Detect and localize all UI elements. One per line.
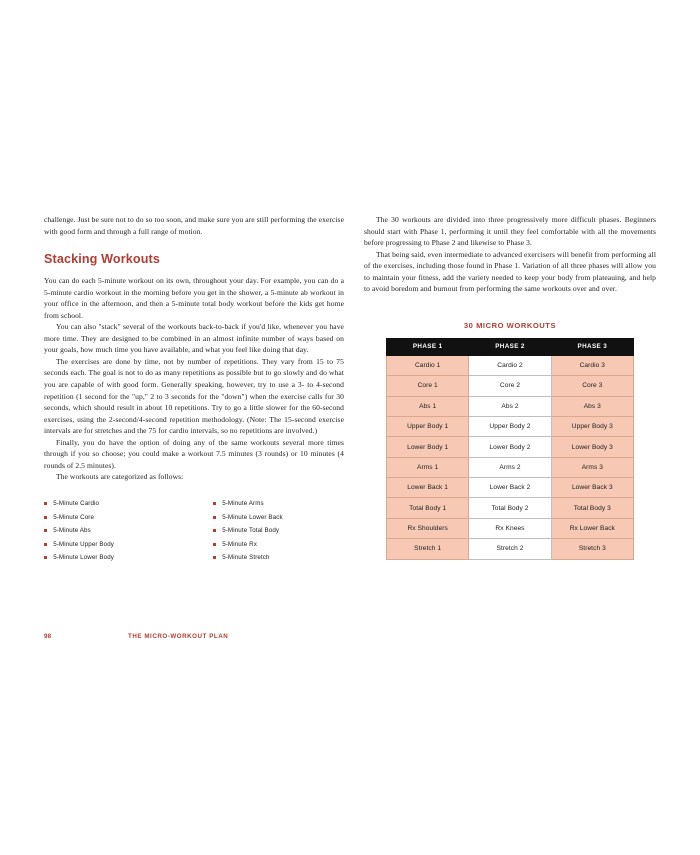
list-item-label: 5-Minute Core <box>53 513 95 521</box>
bullet-column-right <box>213 497 344 565</box>
table-cell: Cardio 3 <box>551 355 633 375</box>
table-row <box>387 498 634 518</box>
table-cell: Abs 2 <box>469 396 551 416</box>
workout-bullet-list <box>44 497 344 565</box>
list-item <box>44 551 175 565</box>
list-item-label: 5-Minute Abs <box>53 527 91 535</box>
list-item <box>44 524 175 538</box>
column-header-phase-2: PHASE 2 <box>469 338 551 355</box>
table-cell: Stretch 1 <box>387 539 469 559</box>
square-bullet-icon <box>44 516 47 519</box>
square-bullet-icon <box>213 516 216 519</box>
paragraph: The 30 workouts are divided into three progressively more difficult phases. Beginners should start with Phase 1, performing it until they feel comfortable with all the movements before progressing to Phase 2 and likewise to Phase 3. <box>364 215 656 248</box>
paragraph: Finally, you do have the option of doing any of the same workouts several more times through if you so choose; you could make a workout 7.5 minutes (3 rounds) or 10 minutes (4 rounds of 2.5 minutes). <box>44 437 344 470</box>
table-cell: Arms 1 <box>387 457 469 477</box>
square-bullet-icon <box>213 502 216 505</box>
list-item-label: 5-Minute Stretch <box>222 554 270 562</box>
paragraph-continuation: challenge. Just be sure not to do so too soon, and make sure you are still performing the exercise with good form and through a full range of motion. <box>44 215 344 236</box>
square-bullet-icon <box>44 502 47 505</box>
table-cell: Core 2 <box>469 376 551 396</box>
list-item-label: 5-Minute Lower Back <box>222 513 283 521</box>
square-bullet-icon <box>44 529 47 532</box>
table-row <box>387 539 634 559</box>
paragraph: That being said, even intermediate to advanced exercisers will benefit from performing all of the exercises, including those found in Phase 1. Variation of all three phases will allow you to maintain your fitness, add the variety needed to keep your body from plateauing, and help to avoid boredom and burnout from performing the same workouts over and over. <box>364 249 656 294</box>
table-cell: Abs 1 <box>387 396 469 416</box>
page-number: 98 <box>44 633 52 640</box>
table-row <box>387 518 634 538</box>
list-item-label: 5-Minute Rx <box>222 540 257 548</box>
paragraph-list-intro: The workouts are categorized as follows: <box>56 472 184 482</box>
table-cell: Upper Body 1 <box>387 416 469 436</box>
table-cell: Arms 2 <box>469 457 551 477</box>
bullet-column-left <box>44 497 175 565</box>
page-footer <box>44 633 344 640</box>
paragraph: You can also "stack" several of the workouts back-to-back if you'd like, whenever you have more time. They are designed to be combined in an almost infinite number of ways based on your goals, how much time you have available, and what you feel like doing that day. <box>44 322 344 355</box>
table-cell: Arms 3 <box>551 457 633 477</box>
table-cell: Cardio 2 <box>469 355 551 375</box>
table-cell: Total Body 1 <box>387 498 469 518</box>
list-item <box>213 510 344 524</box>
table-cell: Upper Body 3 <box>551 416 633 436</box>
micro-workouts-table <box>386 338 634 560</box>
table-cell: Lower Body 1 <box>387 437 469 457</box>
table-title: 30 MICRO WORKOUTS <box>463 320 557 330</box>
square-bullet-icon <box>213 556 216 559</box>
list-item-label: 5-Minute Total Body <box>222 527 280 535</box>
table-cell: Stretch 3 <box>551 539 633 559</box>
table-row <box>387 457 634 477</box>
square-bullet-icon <box>213 529 216 532</box>
table-cell: Abs 3 <box>551 396 633 416</box>
list-item <box>44 537 175 551</box>
section-heading-stacking-workouts: Stacking Workouts <box>44 252 160 267</box>
table-cell: Lower Back 2 <box>469 478 551 498</box>
table-row <box>387 478 634 498</box>
table-row <box>387 376 634 396</box>
table-cell: Rx Lower Back <box>551 518 633 538</box>
table-row <box>387 416 634 436</box>
column-header-phase-3: PHASE 3 <box>551 338 633 355</box>
table-cell: Total Body 3 <box>551 498 633 518</box>
running-head: THE MICRO-WORKOUT PLAN <box>128 633 229 640</box>
square-bullet-icon <box>44 543 47 546</box>
column-header-phase-1: PHASE 1 <box>387 338 469 355</box>
table-cell: Upper Body 2 <box>469 416 551 436</box>
table-cell: Total Body 2 <box>469 498 551 518</box>
table-cell: Cardio 1 <box>387 355 469 375</box>
table-cell: Lower Back 1 <box>387 478 469 498</box>
two-column-text-area <box>0 214 700 564</box>
table-cell: Core 1 <box>387 376 469 396</box>
square-bullet-icon <box>213 543 216 546</box>
table-cell: Stretch 2 <box>469 539 551 559</box>
list-item <box>44 497 175 511</box>
table-cell: Rx Knees <box>469 518 551 538</box>
table-row <box>387 437 634 457</box>
paragraph: You can do each 5-minute workout on its own, throughout your day. For example, you can do a 5-minute cardio workout in the morning before you get in the shower, a 5-minute ab workout in your office in the afternoon, and then a 5-minute total body workout before the kids get home from school. <box>44 276 344 320</box>
list-item-label: 5-Minute Arms <box>222 500 264 508</box>
list-item <box>44 510 175 524</box>
table-body <box>387 355 634 559</box>
table-cell: Rx Shoulders <box>387 518 469 538</box>
square-bullet-icon <box>44 556 47 559</box>
list-item-label: 5-Minute Lower Body <box>53 554 115 562</box>
list-item-label: 5-Minute Upper Body <box>53 540 115 548</box>
paragraph: The exercises are done by time, not by number of repetitions. They vary from 15 to 75 seconds each. The goal is not to do as many repetitions as possible but to go slowly and do what you are capable of with good form. Generally speaking, however, try to use a 3- to 4-second repetition (1 second for the "up," 2 to 3 seconds for the "down") when the exercise calls for 30 seconds, which should result in about 10 repetitions. Try to go a little slower for the 60-second exercises, using the 2-second/4-second repetition methodology. (Note: The 15-second exercise intervals are for stretches and the 75 for cardio intervals, so no repetitions are involved.) <box>44 356 344 436</box>
table-cell: Core 3 <box>551 376 633 396</box>
list-item <box>213 524 344 538</box>
list-item <box>213 497 344 511</box>
table-row <box>387 396 634 416</box>
table-cell: Lower Back 3 <box>551 478 633 498</box>
table-cell: Lower Body 3 <box>551 437 633 457</box>
table-cell: Lower Body 2 <box>469 437 551 457</box>
list-item <box>213 551 344 565</box>
left-text-column <box>44 214 344 564</box>
list-item-label: 5-Minute Cardio <box>53 500 100 508</box>
table-header-row <box>387 338 634 355</box>
right-text-column <box>364 214 656 560</box>
list-item <box>213 537 344 551</box>
table-row <box>387 355 634 375</box>
